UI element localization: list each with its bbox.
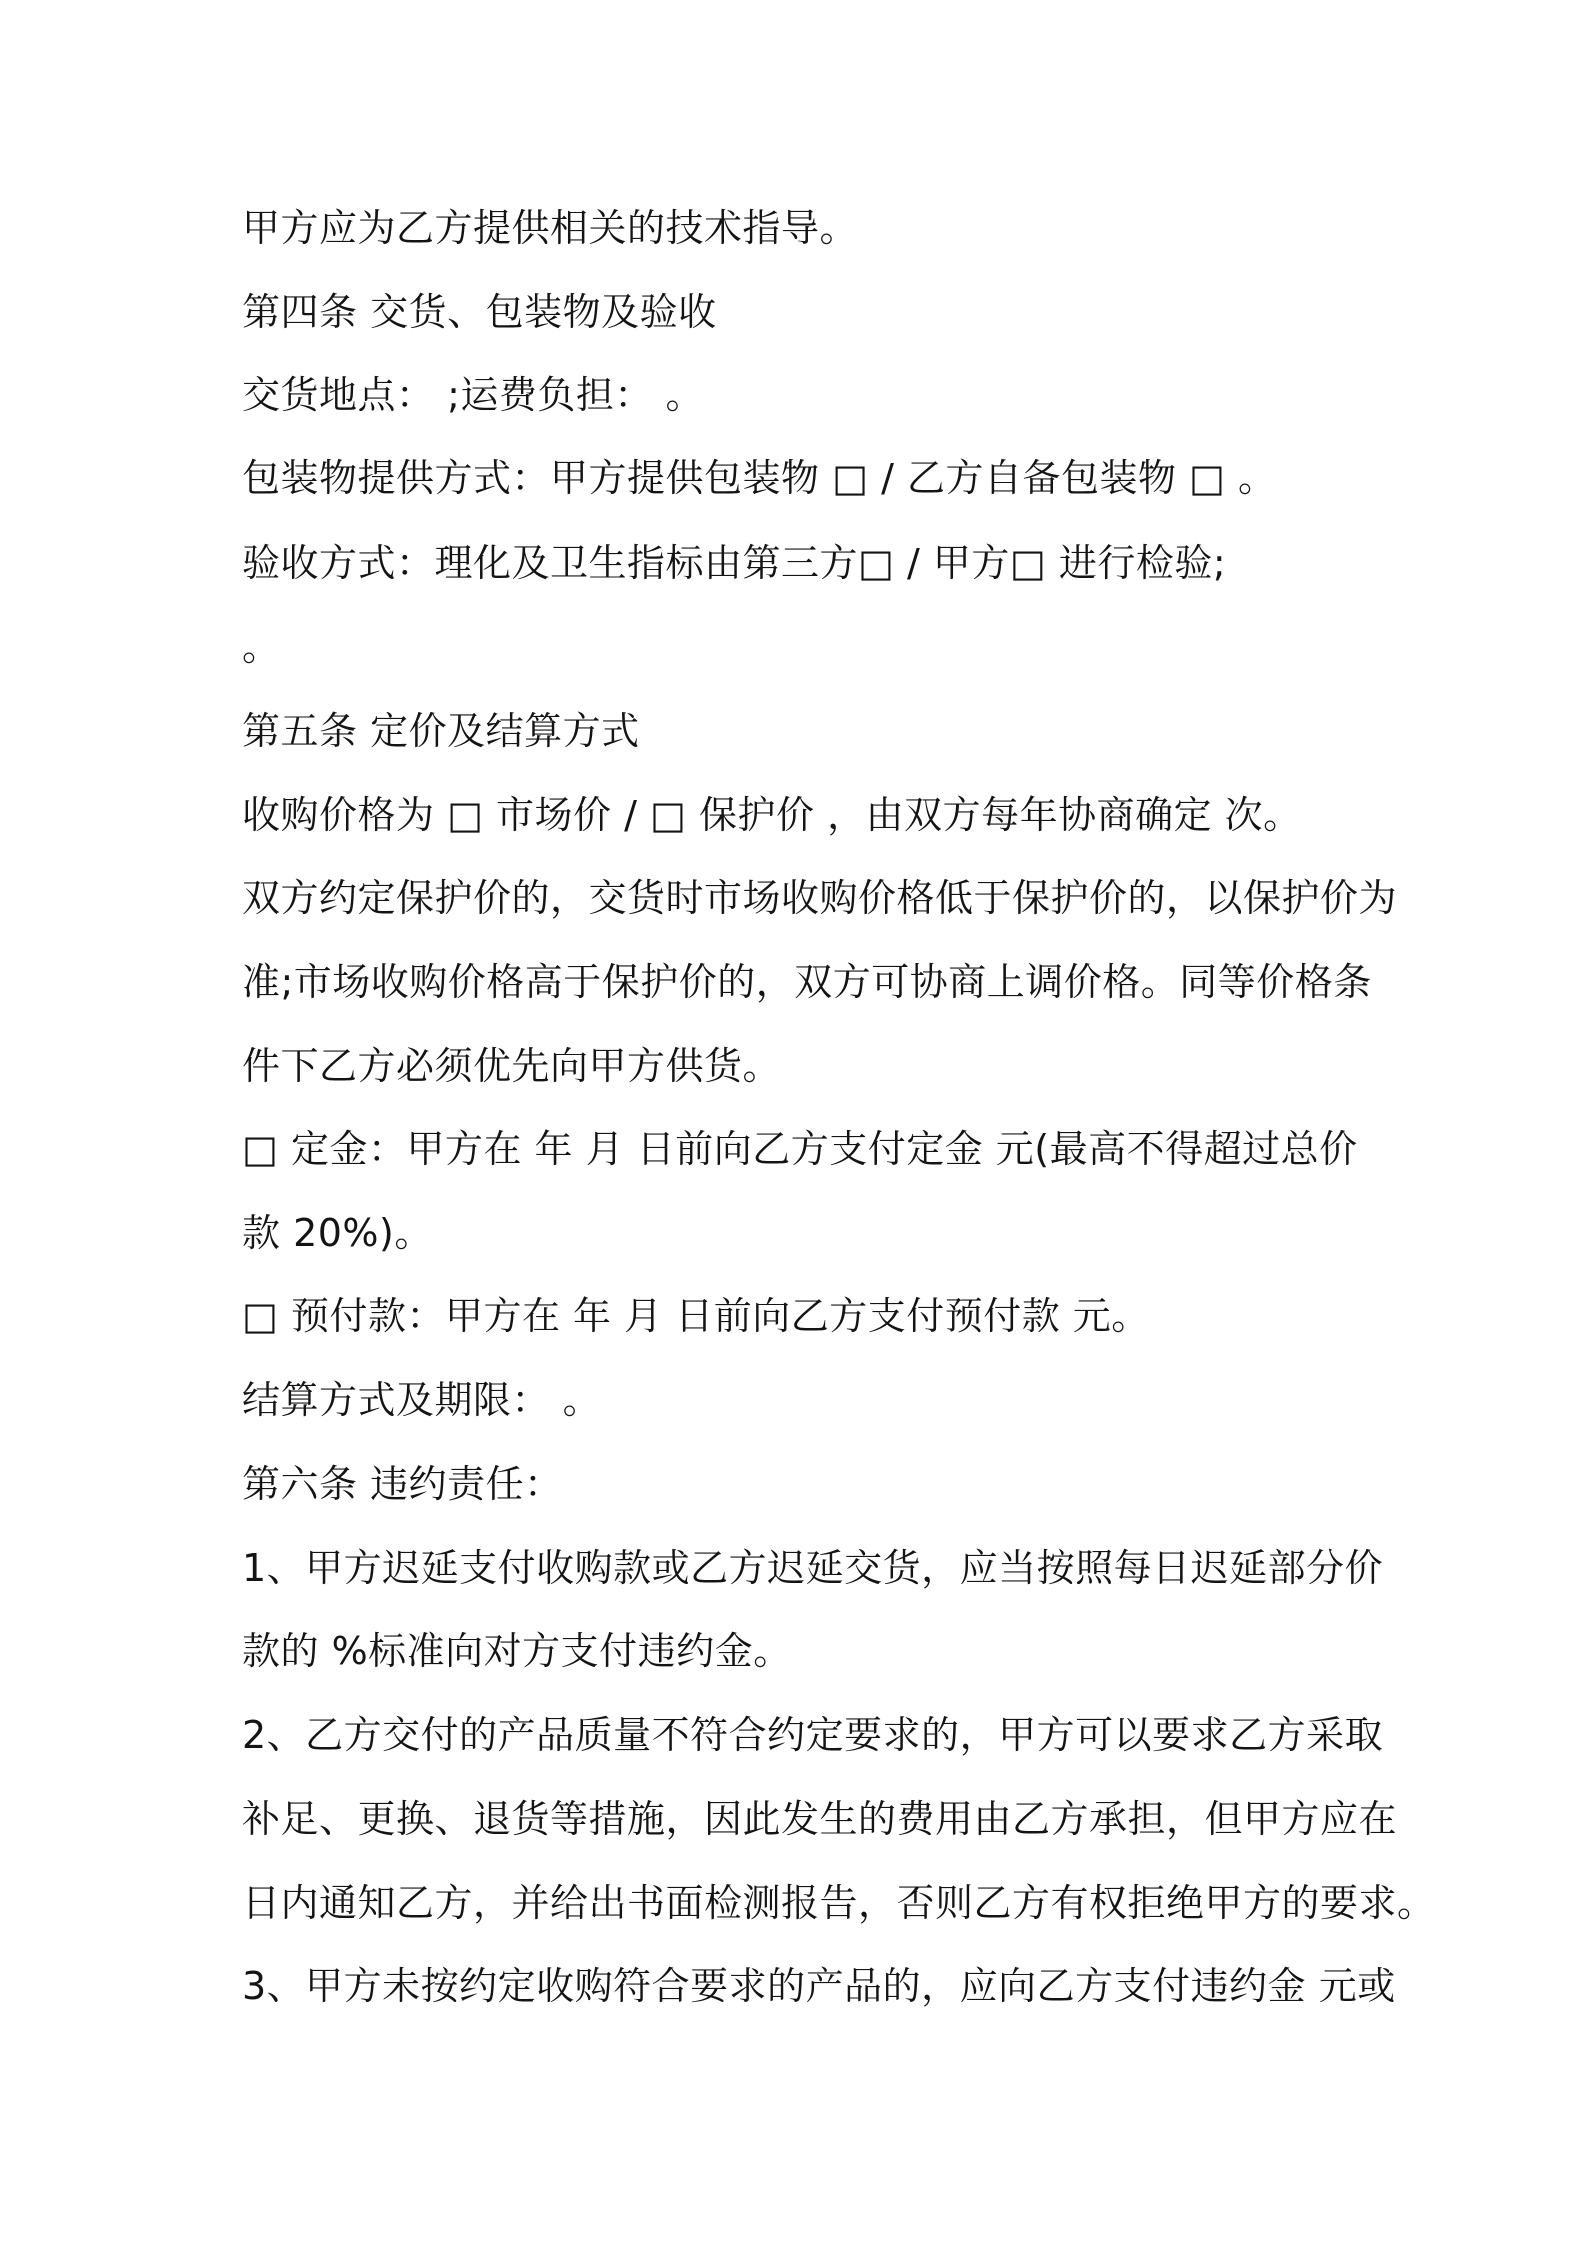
text-line-liability-3a: 3、甲方未按约定收购符合要求的产品的，应向乙方支付违约金 元或 — [242, 1964, 1396, 2008]
text-line-1: 甲方应为乙方提供相关的技术指导。 — [242, 206, 859, 250]
section-heading-6: 第六条 违约责任： — [242, 1462, 563, 1506]
text-line-deposit-1: □ 定金：甲方在 年 月 日前向乙方支付定金 元(最高不得超过总价 — [242, 1127, 1358, 1171]
section-heading-5: 第五条 定价及结算方式 — [242, 709, 640, 753]
text-line-packaging: 包装物提供方式：甲方提供包装物 □ / 乙方自备包装物 □ 。 — [242, 456, 1277, 500]
text-line-period: 。 — [242, 625, 281, 669]
text-line-prepay: □ 预付款：甲方在 年 月 日前向乙方支付预付款 元。 — [242, 1294, 1150, 1338]
text-line-deposit-2: 款 20%)。 — [242, 1211, 433, 1255]
text-line-protect-3: 件下乙方必须优先向甲方供货。 — [242, 1044, 782, 1088]
text-line-protect-2: 准;市场收购价格高于保护价的，双方可协商上调价格。同等价格条 — [242, 960, 1372, 1004]
text-line-delivery: 交货地点： ;运费负担： 。 — [242, 373, 704, 417]
text-line-acceptance: 验收方式：理化及卫生指标由第三方□ / 甲方□ 进行检验; — [242, 541, 1227, 585]
text-line-liability-2c: 日内通知乙方，并给出书面检测报告，否则乙方有权拒绝甲方的要求。 — [242, 1881, 1436, 1925]
text-line-liability-2b: 补足、更换、退货等措施，因此发生的费用由乙方承担，但甲方应在 — [242, 1797, 1398, 1841]
text-line-price: 收购价格为 □ 市场价 / □ 保护价 ，由双方每年协商确定 次。 — [242, 793, 1302, 837]
text-line-protect-1: 双方约定保护价的，交货时市场收购价格低于保护价的，以保护价为 — [242, 876, 1398, 920]
text-line-liability-1a: 1、甲方迟延支付收购款或乙方迟延交货，应当按照每日迟延部分价 — [242, 1546, 1384, 1590]
text-line-liability-1b: 款的 %标准向对方支付违约金。 — [242, 1629, 792, 1673]
text-line-settlement: 结算方式及期限： 。 — [242, 1378, 602, 1422]
text-line-liability-2a: 2、乙方交付的产品质量不符合约定要求的，甲方可以要求乙方采取 — [242, 1713, 1384, 1757]
section-heading-4: 第四条 交货、包装物及验收 — [242, 290, 717, 334]
